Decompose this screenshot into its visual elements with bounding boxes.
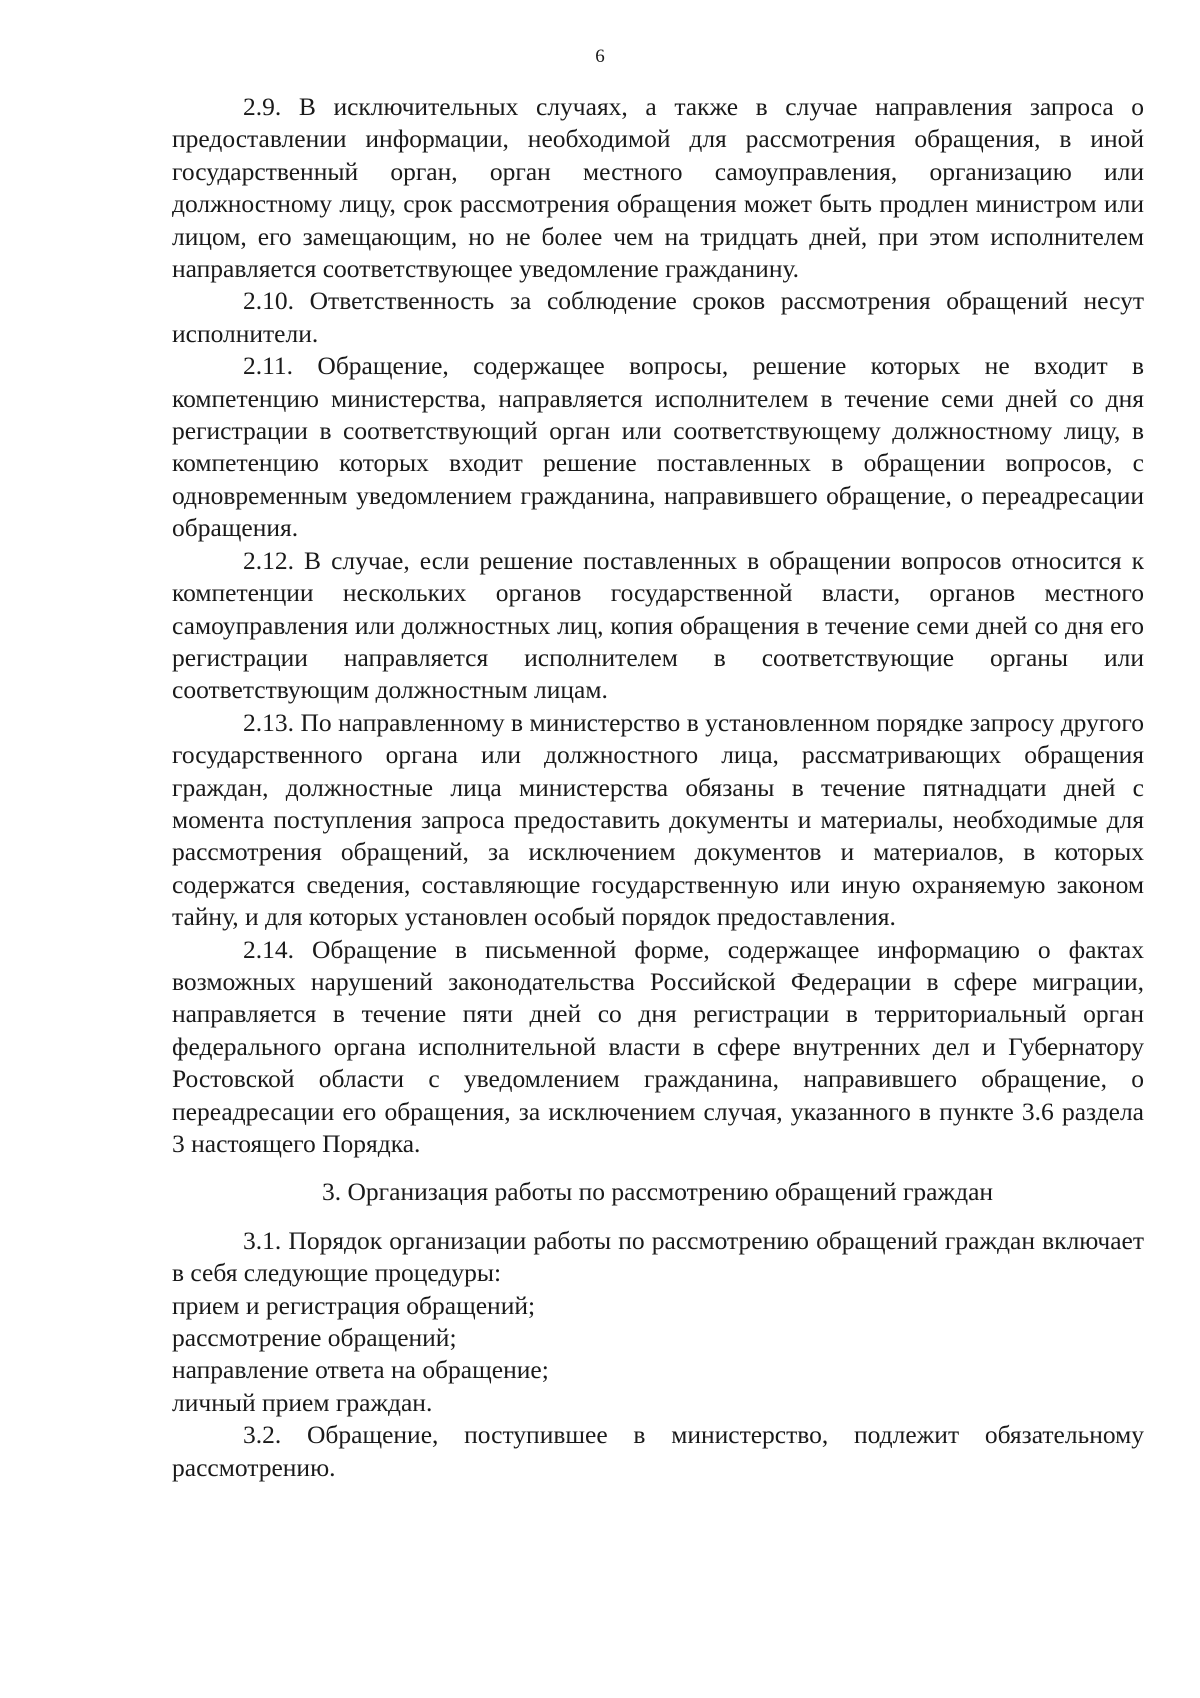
paragraph-3-2: 3.2. Обращение, поступившее в министерство, подлежит обязательному рассмотрению. bbox=[172, 1420, 1144, 1482]
section-3-heading: 3. Организация работы по рассмотрению обращений граждан bbox=[322, 1177, 994, 1207]
paragraph-2-12: 2.12. В случае, если решение поставленных в обращении вопросов относится к компетенции нескольких органов государственной власти, органов местного самоуправления или должностных лиц, копия обращения в течение семи дней со дня его регистрации направляется исполнителем в соответствующие органы или соответствующим должностным лицам. bbox=[172, 545, 1144, 705]
paragraph-2-9: 2.9. В исключительных случаях, а также в случае направления запроса о предоставлении информации, необходимой для рассмотрения обращения, в иной государственный орган, орган местного самоуправления, организацию или должностному лицу, срок рассмотрения обращения может быть продлен министром или лицом, его замещающим, но не более чем на тридцать дней, при этом исполнителем направляется соответствующее уведомление гражданину. bbox=[172, 92, 1144, 284]
procedure-item: рассмотрение обращений; bbox=[172, 1323, 457, 1353]
page-number: 6 bbox=[595, 46, 605, 67]
procedure-item: направление ответа на обращение; bbox=[172, 1355, 549, 1385]
procedure-item: личный прием граждан. bbox=[172, 1387, 433, 1417]
paragraph-2-14: 2.14. Обращение в письменной форме, содержащее информацию о фактах возможных нарушений законодательства Российской Федерации в сфере миграции, направляется в течение пяти дней со дня регистрации в территориальный орган федерального органа исполнительной власти в сфере внутренних дел и Губернатору Ростовской области с уведомлением гражданина, направившего обращение, о переадресации его обращения, за исключением случая, указанного в пункте 3.6 раздела 3 настоящего Порядка. bbox=[172, 934, 1144, 1158]
paragraph-3-1: 3.1. Порядок организации работы по рассмотрению обращений граждан включает в себя следующие процедуры: bbox=[172, 1225, 1144, 1288]
procedure-item: прием и регистрация обращений; bbox=[172, 1290, 536, 1320]
paragraph-2-13: 2.13. По направленному в министерство в установленном порядке запросу другого государственного органа или должностного лица, рассматривающих обращения граждан, должностные лица министерства обязаны в течение пятнадцати дней с момента поступления запроса предоставить документы и материалы, необходимые для рассмотрения обращений, за исключением документов и материалов, в которых содержатся сведения, составляющие государственную или иную охраняемую законом тайну, и для которых установлен особый порядок предоставления. bbox=[172, 707, 1144, 932]
document-body bbox=[172, 91, 1144, 1484]
paragraph-2-10: 2.10. Ответственность за соблюдение сроков рассмотрения обращений несут исполнители. bbox=[172, 286, 1144, 348]
paragraph-2-11: 2.11. Обращение, содержащее вопросы, решение которых не входит в компетенцию министерства, направляется исполнителем в течение семи дней со дня регистрации в соответствующий орган или соответствующему должностному лицу, в компетенцию которых входит решение поставленных в обращении вопросов, с одновременным уведомлением гражданина, направившего обращение, о переадресации обращения. bbox=[172, 351, 1144, 543]
